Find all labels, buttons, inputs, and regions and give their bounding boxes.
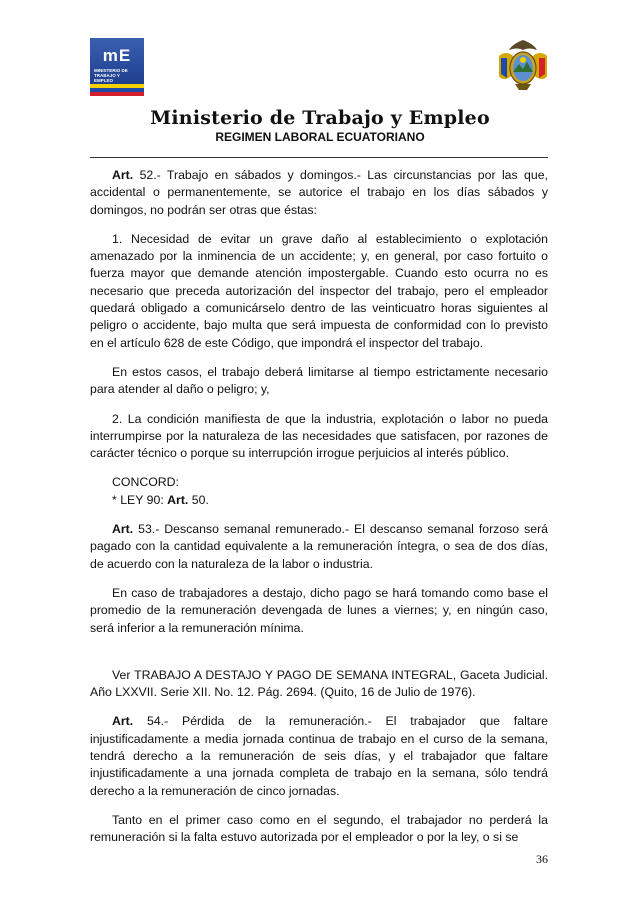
ministry-logo xyxy=(90,38,144,96)
header-divider xyxy=(90,157,548,158)
logo-flag-stripes xyxy=(90,84,144,96)
paragraph-text: En caso de trabajadores a destajo, dicho pago se hará tomando como base el promedio de la remuneración devengada de lunes a viernes; y, en ningún caso, será inferior a la remuneración mínima. xyxy=(90,585,548,635)
article-label: Art. xyxy=(167,492,189,507)
paragraph-item1 xyxy=(90,231,548,352)
document-subtitle: REGIMEN LABORAL ECUATORIANO xyxy=(215,130,425,144)
paragraph-text: Tanto en el primer caso como en el segundo, el trabajador no perderá la remuneración si la falta estuvo autorizada por el empleador o por la ley, o si se xyxy=(90,812,548,845)
article-label: Art. xyxy=(112,714,134,729)
document-body xyxy=(90,167,548,859)
paragraph-text: 54.- Pérdida de la remuneración.- El trabajador que faltare injustificadamente a media jornada continua de trabajo en el curso de la semana, tendrá derecho a la remuneración de seis días, y el trabajador que faltare injustificadamente a una jornada completa de trabajo en la semana, sólo tendrá derecho a la remuneración de cinco jornadas. xyxy=(90,714,548,798)
paragraph-item2 xyxy=(90,411,548,463)
paragraph-text: 52.- Trabajo en sábados y domingos.- Las circunstancias por las que, accidental o permanentemente, se autorice el trabajo en los días sábados y domingos, no podrán ser otras que éstas: xyxy=(90,168,548,217)
paragraph-text: En estos casos, el trabajo deberá limitarse al tiempo estrictamente necesario para atender al daño o peligro; y, xyxy=(90,364,548,397)
concord-suffix: 50. xyxy=(188,492,209,507)
paragraph-art54 xyxy=(90,713,548,799)
concord-reference xyxy=(90,492,548,509)
paragraph-destajo xyxy=(90,585,548,637)
concord-label: CONCORD: xyxy=(112,475,179,490)
coat-of-arms-icon xyxy=(493,36,553,94)
article-label: Art. xyxy=(112,168,134,182)
page-number: 36 xyxy=(536,852,548,866)
paragraph-tanto xyxy=(90,812,548,847)
logo-mark: mE xyxy=(102,46,132,65)
paragraph-text: Ver TRABAJO A DESTAJO Y PAGO DE SEMANA INTEGRAL, Gaceta Judicial. Año LXXVII. Serie XII. No. 12. Pág. 2694. (Quito, 16 de Julio de 1976). xyxy=(90,667,548,700)
paragraph-text: 1. Necesidad de evitar un grave daño al establecimiento o explotación amenazado por la inminencia de un accidente; y, en general, por caso fortuito o fuerza mayor que demande atención impostergable. Cuando esto ocurra no es necesario que preceda autorización del inspector del trabajo, pero el empleador quedará obligado a comunicárselo dentro de las veinticuatro horas siguientes al peligro o accidente, bajo multa que será impuesta de conformidad con lo previsto en el artículo 628 de este Código, que impondrá el inspector del trabajo. xyxy=(90,231,548,350)
paragraph-ver xyxy=(90,667,548,702)
document-title: Ministerio de Trabajo y Empleo xyxy=(150,107,490,129)
paragraph-art52 xyxy=(90,167,548,219)
article-label: Art. xyxy=(112,522,134,537)
paragraph-text: 53.- Descanso semanal remunerado.- El descanso semanal forzoso será pagado con la cantidad equivalente a la remuneración íntegra, o sea de dos días, de acuerdo con la naturaleza de la labor o industria. xyxy=(90,522,548,571)
paragraph-text: 2. La condición manifiesta de que la industria, explotación o labor no pueda interrumpirse por la naturaleza de las necesidades que satisfacen, por razones de carácter técnico o porque su interrupción irrogue perjuicios al interés público. xyxy=(90,411,548,461)
concord-prefix: * LEY 90: xyxy=(112,492,168,507)
logo-text: MINISTERIO DE TRABAJO Y EMPLEO xyxy=(94,68,128,83)
paragraph-art53 xyxy=(90,521,548,573)
paragraph-limit xyxy=(90,364,548,399)
logo-box xyxy=(90,38,144,84)
